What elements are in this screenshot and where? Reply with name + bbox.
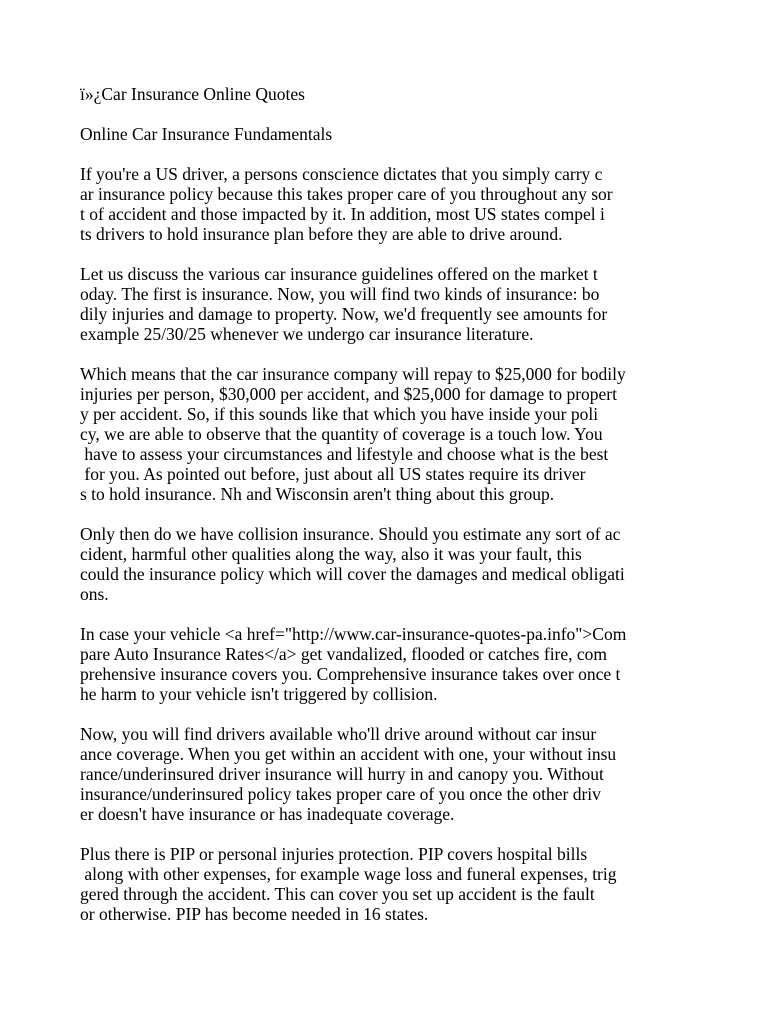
- text-line: y per accident. So, if this sounds like that which you have inside your poli: [80, 404, 599, 424]
- text-line: Now, you will find drivers available who'll drive around without car insur: [80, 724, 597, 744]
- document-subtitle: [80, 124, 720, 144]
- text-line: ons.: [80, 584, 109, 604]
- paragraph-7: [80, 844, 720, 924]
- text-line: Plus there is PIP or personal injuries protection. PIP covers hospital bills: [80, 844, 588, 864]
- text-line: rance/underinsured driver insurance will hurry in and canopy you. Without: [80, 764, 604, 784]
- text-line: cy, we are able to observe that the quantity of coverage is a touch low. You: [80, 424, 603, 444]
- text-line: he harm to your vehicle isn't triggered by collision.: [80, 684, 438, 704]
- text-line: could the insurance policy which will cover the damages and medical obligati: [80, 564, 625, 584]
- title-line: ï»¿Car Insurance Online Quotes: [80, 84, 305, 104]
- text-line: insurance/underinsured policy takes proper care of you once the other driv: [80, 784, 601, 804]
- text-line: prehensive insurance covers you. Comprehensive insurance takes over once t: [80, 664, 621, 684]
- paragraph-1: [80, 164, 720, 244]
- text-line: pare Auto Insurance Rates</a> get vandalized, flooded or catches fire, com: [80, 644, 608, 664]
- paragraph-6: [80, 724, 720, 824]
- text-line: ar insurance policy because this takes proper care of you throughout any sor: [80, 184, 613, 204]
- document-page: [80, 84, 720, 944]
- text-line: Which means that the car insurance company will repay to $25,000 for bodily: [80, 364, 626, 384]
- text-line: cident, harmful other qualities along the way, also it was your fault, this: [80, 544, 582, 564]
- text-line: dily injuries and damage to property. Now, we'd frequently see amounts for: [80, 304, 608, 324]
- text-line: injuries per person, $30,000 per accident, and $25,000 for damage to propert: [80, 384, 617, 404]
- text-line: ance coverage. When you get within an accident with one, your without insu: [80, 744, 617, 764]
- paragraph-3: [80, 364, 720, 504]
- text-line: example 25/30/25 whenever we undergo car insurance literature.: [80, 324, 534, 344]
- text-line: ts drivers to hold insurance plan before they are able to drive around.: [80, 224, 563, 244]
- text-line: If you're a US driver, a persons conscience dictates that you simply carry c: [80, 164, 603, 184]
- text-line: In case your vehicle <a href="http://www.car-insurance-quotes-pa.info">Com: [80, 624, 627, 644]
- text-line: gered through the accident. This can cover you set up accident is the fault: [80, 884, 595, 904]
- text-line: Only then do we have collision insurance. Should you estimate any sort of ac: [80, 524, 621, 544]
- text-line: Let us discuss the various car insurance guidelines offered on the market t: [80, 264, 598, 284]
- text-line: for you. As pointed out before, just about all US states require its driver: [80, 464, 586, 484]
- text-line: s to hold insurance. Nh and Wisconsin aren't thing about this group.: [80, 484, 555, 504]
- text-line: oday. The first is insurance. Now, you will find two kinds of insurance: bo: [80, 284, 600, 304]
- paragraph-4: [80, 524, 720, 604]
- document-title: [80, 84, 720, 104]
- subtitle-line: Online Car Insurance Fundamentals: [80, 124, 333, 144]
- text-line: er doesn't have insurance or has inadequate coverage.: [80, 804, 455, 824]
- paragraph-5: [80, 624, 720, 704]
- text-line: have to assess your circumstances and lifestyle and choose what is the best: [80, 444, 609, 464]
- text-line: t of accident and those impacted by it. In addition, most US states compel i: [80, 204, 605, 224]
- text-line: along with other expenses, for example wage loss and funeral expenses, trig: [80, 864, 617, 884]
- paragraph-2: [80, 264, 720, 344]
- text-line: or otherwise. PIP has become needed in 16 states.: [80, 904, 429, 924]
